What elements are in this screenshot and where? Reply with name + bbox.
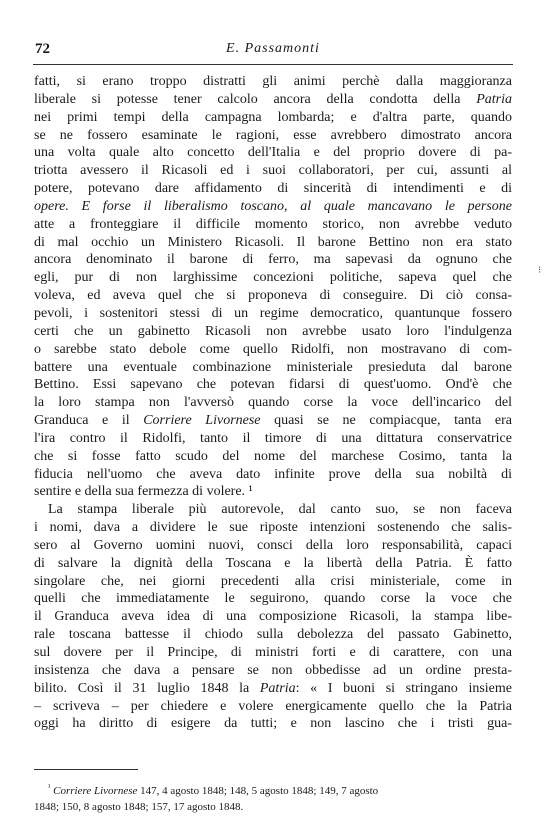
text-line: [34, 162, 512, 180]
italic-segment: Patria: [476, 91, 512, 107]
text-segment: egli, pur di non larghissime concezioni politiche, sapeva quel che: [34, 270, 512, 286]
text-line: [34, 698, 512, 716]
main-text: [34, 73, 512, 733]
text-segment: quasi se ne compiacque, tanta era: [260, 413, 512, 429]
text-segment: nei primi tempi della campagna lombarda; e d'altra parte, quando: [34, 109, 512, 125]
text-segment: la loro stampa non l'avversò quando corse la voce dell'incarico del: [34, 395, 512, 411]
text-segment: bilito. Così il 31 luglio 1848 la: [34, 680, 260, 696]
text-segment: rale toscana battesse il chiodo sulla debolezza del passato Gabinetto,: [34, 627, 512, 643]
text-segment: ancora denominato il barone di ferro, ma sapevasi da ognuno che: [34, 252, 512, 268]
text-line: [34, 198, 512, 216]
text-segment: una volta quale alto concetto dell'Italia e del proprio dovere di pa-: [34, 145, 512, 161]
footnotes: [34, 783, 512, 815]
text-segment: di salvare la dignità della Toscana e la libertà della Patria. È fatto: [34, 555, 512, 571]
text-line: [34, 73, 512, 91]
text-line: [34, 109, 512, 127]
text-line: [34, 590, 512, 608]
text-line: [34, 127, 512, 145]
text-line: [34, 394, 512, 412]
italic-segment: opere. E forse il liberalismo toscano, al quale mancavano le persone: [34, 198, 512, 214]
footnote-line: 1848; 150, 8 agosto 1848; 157, 17 agosto 1848.: [34, 801, 244, 813]
text-line: [34, 537, 512, 555]
text-line: [34, 412, 512, 430]
text-line: [34, 626, 512, 644]
text-segment: fatti, si erano troppo distratti gli animi perchè dalla maggioranza: [34, 74, 512, 89]
text-segment: voleva, ed aveva quel che si proponeva di conseguire. Di ciò consa-: [34, 288, 512, 304]
text-line: [34, 341, 512, 359]
text-segment: quelli che immediatamente le seguirono, quando corse la voce che: [34, 591, 512, 607]
text-line: [34, 608, 512, 626]
text-line: [34, 448, 512, 466]
text-line: [34, 323, 512, 341]
text-segment: i nomi, dava a dividere le sue riposte intenzioni sostenendo che salis-: [34, 520, 512, 536]
text-line: [34, 662, 512, 680]
italic-segment: Corriere Livornese: [143, 413, 261, 429]
text-segment: Bettino. Essi sapevano che potevan fidarsi di quest'uomo. Ond'è che: [34, 377, 512, 393]
text-segment: o sarebbe stato debole come quello Ridolfi, non mostravano di com-: [34, 341, 512, 357]
text-line: [34, 144, 512, 162]
page-number: 72: [35, 41, 50, 57]
text-line: [34, 180, 512, 198]
text-segment: triotta avessero il Ricasoli ed i suoi collaboratori, per cui, assunti al: [34, 163, 512, 179]
text-line: [34, 715, 512, 733]
text-line: [34, 573, 512, 591]
header-rule: [33, 64, 513, 65]
text-line: [34, 91, 512, 109]
text-segment: insistenza che dava a pensare se non obbedisse ad un ordine presta-: [34, 662, 512, 678]
text-segment: l'ira contro il Ridolfi, tanto il timore di una dittatura conservatrice: [34, 430, 512, 446]
text-line: [34, 234, 512, 252]
text-segment: liberale si potesse tener calcolo ancora della condotta della: [34, 91, 477, 107]
text-segment: che si fosse fatto scudo del nome del marchese Cosimo, tanta la: [34, 448, 512, 464]
margin-mark: ⁝: [538, 265, 542, 276]
text-segment: oggi ha diritto di esigere da tutti; e non lascino che i tristi gua-: [34, 716, 512, 732]
text-line: [34, 376, 512, 394]
text-segment: pevoli, i sostenitori stessi di un regime democratico, quantunque fossero: [34, 305, 512, 321]
text-segment: il Granduca aveva idea di una composizione Ricasoli, la stampa libe-: [34, 609, 512, 625]
text-segment: fiducia nell'uomo che aveva dato infinite prove della sua nobiltà di: [34, 466, 512, 482]
text-line: [34, 251, 512, 269]
text-segment: battere una eventuale combinazione ministeriale presieduta dal barone: [34, 359, 512, 375]
text-segment: sero al Governo uomini nuovi, consci della loro responsabilità, capaci: [34, 537, 512, 553]
text-line: [34, 466, 512, 484]
text-line: [34, 359, 512, 377]
text-segment: – scriveva – per chiedere e volere energicamente quello che la Patria: [34, 698, 512, 714]
running-head: E. Passamonti: [226, 41, 320, 56]
text-segment: La stampa liberale più autorevole, dal canto suo, se non faceva: [48, 502, 512, 518]
text-segment: certi che un gabinetto Ricasoli non avrebbe usato loro l'indulgenza: [34, 323, 512, 339]
text-segment: : « I buoni si stringano insieme: [295, 680, 512, 696]
text-line: [34, 680, 512, 698]
footnote-citations: 147, 4 agosto 1848; 148, 5 agosto 1848; 149, 7 agosto: [137, 785, 379, 797]
footnote-marker: ¹: [48, 782, 51, 792]
text-segment: potere, potevano dare affidamento di sincerità di intendimenti e di: [34, 181, 512, 197]
text-line: [34, 216, 512, 234]
text-line: [34, 555, 512, 573]
text-segment: di mal occhio un Ministero Ricasoli. Il barone Bettino non era stato: [34, 234, 512, 250]
text-line: [34, 644, 512, 662]
text-line: [34, 269, 512, 287]
text-segment: se ne fossero esaminate le ragioni, esse avrebbero dimostrato ancora: [34, 127, 512, 143]
footnote-source-title: Corriere Livornese: [53, 785, 138, 797]
text-line: [34, 501, 512, 519]
text-segment: atte a fronteggiare il difficile momento storico, non avrebbe veduto: [34, 216, 512, 232]
text-segment: Granduca e il: [34, 413, 144, 429]
italic-segment: Patria: [259, 680, 296, 696]
text-segment: singolare che, nei giorni precedenti alla crisi ministeriale, come in: [34, 573, 512, 589]
text-line: [34, 483, 512, 501]
footnote-rule: [34, 769, 138, 770]
text-line: [34, 287, 512, 305]
footnote-line: [34, 783, 512, 799]
text-line: [34, 430, 512, 448]
text-segment: sentire e della sua fermezza di volere. ¹: [34, 484, 253, 500]
text-line: [34, 305, 512, 323]
text-line: [34, 519, 512, 537]
text-segment: sul dovere per il Principe, di ministri forti e di carattere, con una: [34, 645, 512, 660]
page-header: [35, 39, 511, 61]
